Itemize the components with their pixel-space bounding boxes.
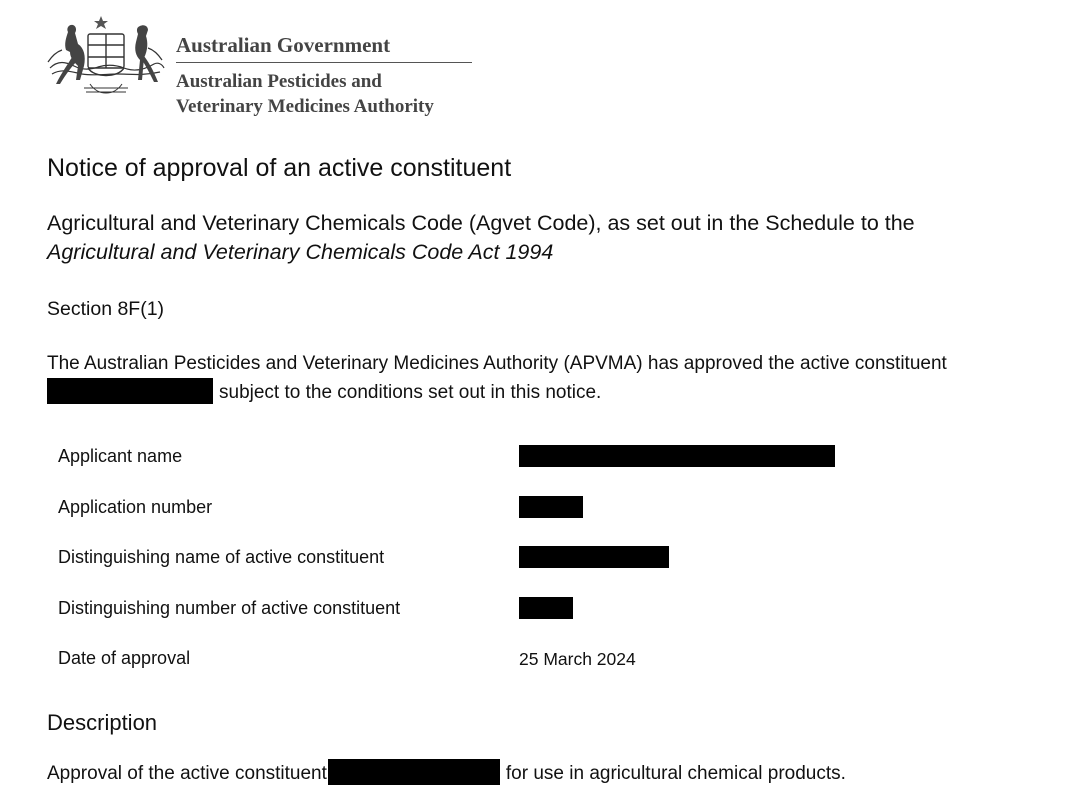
redaction-box xyxy=(328,759,500,785)
redaction-box xyxy=(519,546,669,568)
legislation-code-text: Agricultural and Veterinary Chemicals Code (Agvet Code), as set out in the Schedule to the xyxy=(47,211,915,235)
detail-row-applicant-name xyxy=(58,440,1018,491)
description-text-start: Approval of the active constituent xyxy=(47,763,327,784)
detail-value xyxy=(519,596,573,620)
agency-name-line-2: Veterinary Medicines Authority xyxy=(176,96,434,117)
approval-statement xyxy=(47,349,1057,407)
redaction-box xyxy=(519,496,583,518)
approval-details-table xyxy=(58,440,1018,693)
detail-value xyxy=(519,646,636,670)
approval-statement-line-2: subject to the conditions set out in this notice. xyxy=(219,382,602,403)
government-agency-block xyxy=(176,32,472,119)
detail-row-date-of-approval xyxy=(58,642,1018,693)
page-title: Notice of approval of an active constituent xyxy=(47,154,512,182)
detail-row-distinguishing-number xyxy=(58,592,1018,643)
section-reference: Section 8F(1) xyxy=(47,298,165,320)
coat-of-arms-icon xyxy=(44,10,168,100)
detail-row-distinguishing-name xyxy=(58,541,1018,592)
government-name: Australian Government xyxy=(176,32,472,63)
detail-label: Distinguishing number of active constituent xyxy=(58,597,401,618)
detail-label: Application number xyxy=(58,496,213,517)
approval-date: 25 March 2024 xyxy=(519,649,636,669)
approval-statement-line-1: The Australian Pesticides and Veterinary Medicines Authority (APVMA) has approved the active constituent xyxy=(47,353,947,374)
detail-value xyxy=(519,545,669,569)
agency-name-line-1: Australian Pesticides and xyxy=(176,71,382,92)
detail-label: Applicant name xyxy=(58,446,183,466)
description-heading: Description xyxy=(47,710,158,735)
legislation-subtitle xyxy=(47,209,1047,267)
detail-label: Date of approval xyxy=(58,648,191,668)
detail-value xyxy=(519,444,835,468)
detail-label: Distinguishing name of active constituent xyxy=(58,547,385,567)
detail-row-application-number xyxy=(58,491,1018,542)
redaction-box xyxy=(519,445,835,467)
description-text xyxy=(47,760,846,788)
redaction-box xyxy=(519,597,573,619)
description-text-end: for use in agricultural chemical products. xyxy=(505,763,846,784)
redaction-box xyxy=(47,378,213,404)
legislation-act-name: Agricultural and Veterinary Chemicals Code Act 1994 xyxy=(47,240,554,264)
detail-value xyxy=(519,495,583,519)
